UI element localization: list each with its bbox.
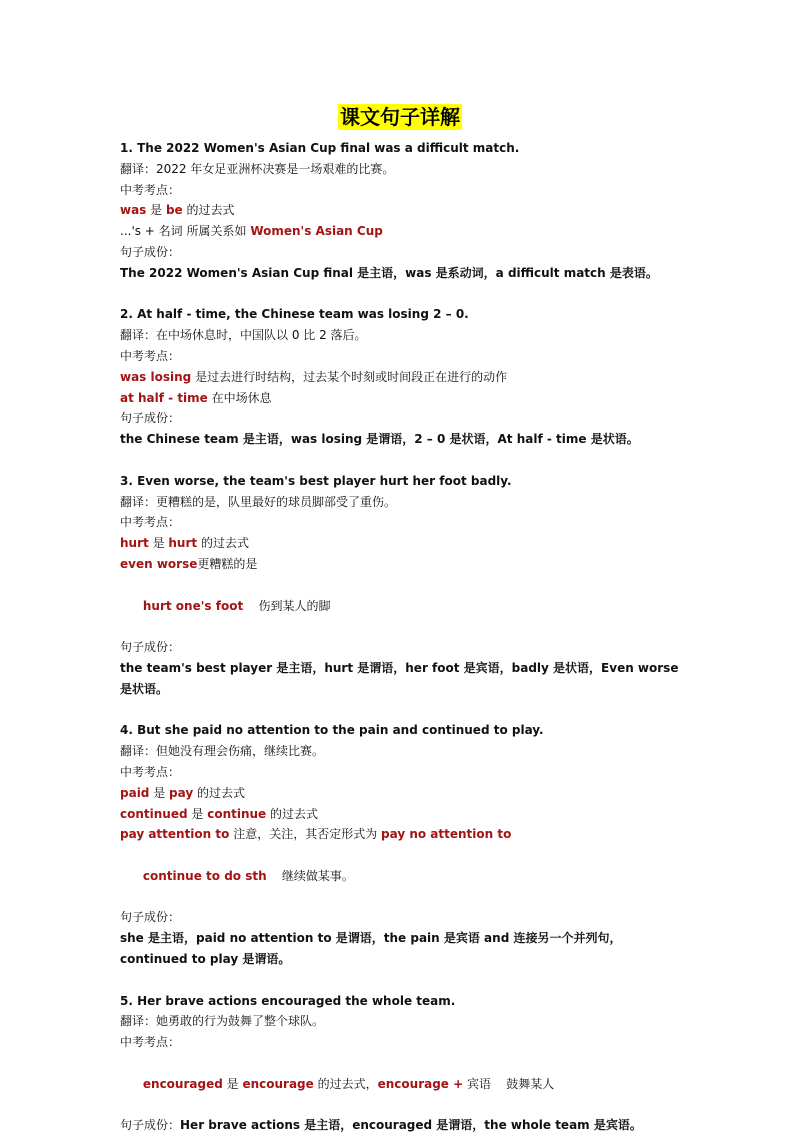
kp-mid: 是 bbox=[146, 203, 166, 218]
kp-pre: ...'s + 名词 所属关系如 bbox=[120, 224, 251, 239]
kp-term: pay no attention to bbox=[381, 827, 512, 842]
kp-rest: 继续做某事。 bbox=[266, 868, 354, 883]
kp-rest: 的过去式 bbox=[182, 203, 235, 218]
section-1 bbox=[120, 138, 680, 304]
kp-mid: 是 bbox=[148, 536, 169, 551]
key-points-label: 中考考点： bbox=[120, 348, 181, 363]
page-title: 课文句子详解 bbox=[340, 105, 460, 129]
kp-mid: 是 bbox=[187, 806, 208, 821]
kp-mid: 是 bbox=[222, 1076, 243, 1091]
title-wrap bbox=[120, 104, 680, 134]
spacer bbox=[120, 284, 680, 305]
spacer bbox=[120, 450, 680, 471]
components-label: 句子成份： bbox=[120, 640, 181, 655]
components-label: 句子成份： bbox=[120, 1118, 181, 1133]
key-point bbox=[120, 845, 680, 907]
kp-term: Women's Asian Cup bbox=[250, 224, 383, 239]
key-points-label: 中考考点： bbox=[120, 182, 181, 197]
key-point bbox=[120, 824, 680, 845]
translation: 翻译：她勇敢的行为鼓舞了整个球队。 bbox=[120, 1014, 325, 1029]
kp-term: continue to do sth bbox=[142, 868, 267, 883]
kp-mid: 是 bbox=[149, 785, 170, 800]
kp-term: be bbox=[165, 203, 183, 218]
spacer bbox=[120, 700, 680, 721]
translation: 翻译：但她没有理会伤痛，继续比赛。 bbox=[120, 744, 325, 759]
kp-term: encourage bbox=[242, 1076, 314, 1091]
sentence-heading: 5. Her brave actions encouraged the whole team. bbox=[120, 993, 456, 1008]
key-point bbox=[120, 575, 680, 637]
kp-term: hurt bbox=[120, 536, 149, 551]
components-text: she 是主语，paid no attention to 是谓语，the pain 是宾语 and 连接另一个并列句，continued to play 是谓语。 bbox=[120, 931, 622, 967]
section-4 bbox=[120, 720, 680, 990]
kp-rest: 的过去式， bbox=[313, 1076, 378, 1091]
kp-term: hurt one's foot bbox=[142, 598, 244, 613]
kp-term: pay attention to bbox=[120, 827, 230, 842]
key-points-label: 中考考点： bbox=[120, 764, 181, 779]
translation: 翻译：2022 年女足亚洲杯决赛是一场艰难的比赛。 bbox=[120, 161, 395, 176]
spacer bbox=[120, 970, 680, 991]
sentence-heading: 4. But she paid no attention to the pain and continued to play. bbox=[120, 723, 544, 738]
components-line bbox=[120, 1115, 680, 1136]
kp-rest: 的过去式 bbox=[193, 785, 245, 800]
components-label: 句子成份： bbox=[120, 910, 181, 925]
key-point bbox=[120, 200, 680, 221]
key-point bbox=[120, 221, 680, 242]
kp-term: continue bbox=[207, 806, 267, 821]
kp-term: was losing bbox=[120, 369, 192, 384]
kp-rest: 伤到某人的脚 bbox=[243, 598, 331, 613]
kp-rest: 的过去式 bbox=[197, 536, 249, 551]
sentence-heading: 1. The 2022 Women's Asian Cup final was a difficult match. bbox=[120, 141, 520, 155]
key-point bbox=[120, 804, 680, 825]
kp-term: was bbox=[120, 203, 147, 218]
section-3 bbox=[120, 471, 680, 721]
kp-term: at half - time bbox=[120, 390, 208, 405]
key-points-label: 中考考点： bbox=[120, 515, 181, 530]
components-label: 句子成份： bbox=[120, 411, 181, 426]
key-point bbox=[120, 783, 680, 804]
components-text: The 2022 Women's Asian Cup final 是主语，was 是系动词，a difficult match 是表语。 bbox=[120, 265, 658, 280]
kp-rest: 宾语 鼓舞某人 bbox=[463, 1076, 555, 1091]
components-label: 句子成份： bbox=[120, 244, 181, 259]
components-text: the team's best player 是主语，hurt 是谓语，her foot 是宾语，badly 是状语，Even worse 是状语。 bbox=[120, 660, 679, 696]
key-point bbox=[120, 1053, 680, 1115]
kp-term: hurt bbox=[168, 536, 198, 551]
components-text: the Chinese team 是主语，was losing 是谓语，2 – 0 是状语，At half - time 是状语。 bbox=[120, 432, 639, 447]
document-page bbox=[120, 104, 680, 1136]
sentence-heading: 2. At half - time, the Chinese team was losing 2 – 0. bbox=[120, 307, 469, 322]
sentence-heading: 3. Even worse, the team's best player hurt her foot badly. bbox=[120, 473, 512, 488]
kp-term: even worse bbox=[120, 556, 198, 571]
translation: 翻译：在中场休息时，中国队以 0 比 2 落后。 bbox=[120, 328, 367, 343]
translation: 翻译：更糟糕的是，队里最好的球员脚部受了重伤。 bbox=[120, 494, 397, 509]
kp-term: continued bbox=[120, 806, 188, 821]
kp-term: encourage + bbox=[377, 1076, 464, 1091]
kp-rest: 的过去式 bbox=[266, 806, 319, 821]
key-point bbox=[120, 388, 680, 409]
kp-term: pay bbox=[169, 785, 194, 800]
kp-rest: 更糟糕的是 bbox=[197, 556, 258, 571]
kp-term: encouraged bbox=[142, 1076, 223, 1091]
kp-rest: 在中场休息 bbox=[207, 390, 272, 405]
kp-mid: 注意，关注，其否定形式为 bbox=[229, 827, 382, 842]
kp-term: paid bbox=[120, 785, 150, 800]
key-point bbox=[120, 367, 680, 388]
key-point bbox=[120, 533, 680, 554]
key-point bbox=[120, 554, 680, 575]
key-points-label: 中考考点： bbox=[120, 1035, 181, 1050]
kp-rest: 是过去进行时结构，过去某个时刻或时间段正在进行的动作 bbox=[191, 369, 508, 384]
section-5 bbox=[120, 991, 680, 1136]
section-2 bbox=[120, 304, 680, 470]
components-text: Her brave actions 是主语，encouraged 是谓语，the whole team 是宾语。 bbox=[180, 1118, 642, 1133]
